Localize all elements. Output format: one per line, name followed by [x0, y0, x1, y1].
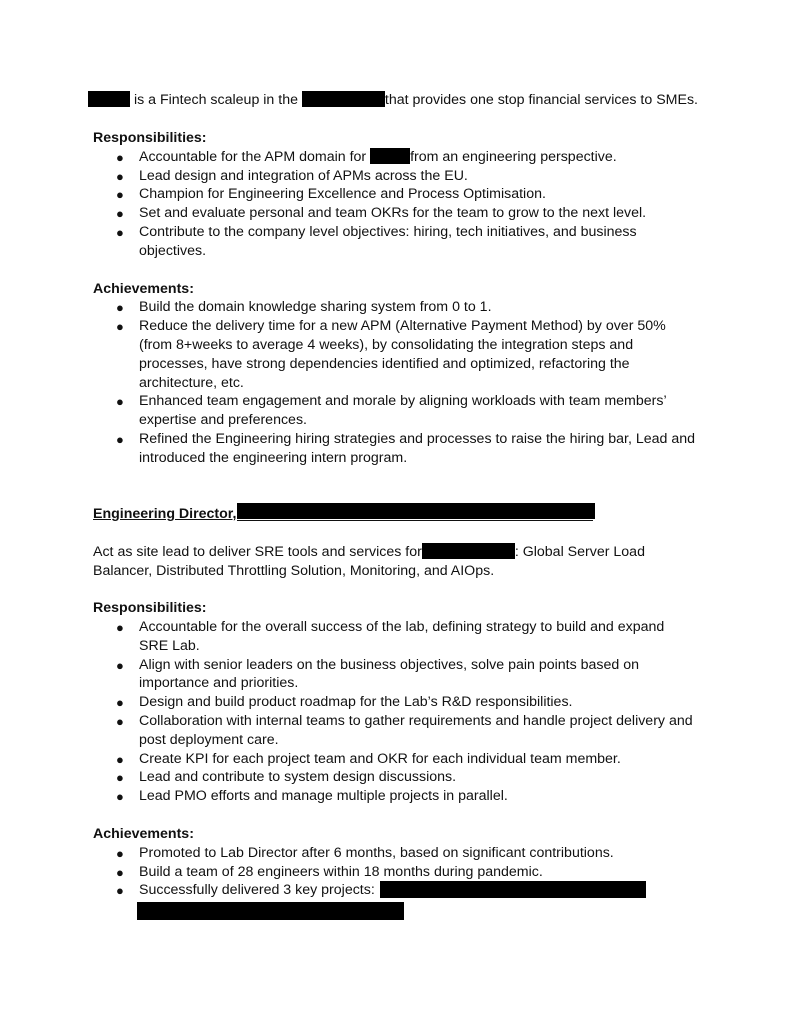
- achievement-item: Refined the Engineering hiring strategies and processes to raise the hiring bar, Lead and: [139, 431, 696, 447]
- responsibility-item: Collaboration with internal teams to gather requirements and handle project delivery and: [139, 713, 693, 729]
- redacted-block: [88, 91, 130, 107]
- bullet: ●: [116, 789, 124, 804]
- bullet: ●: [116, 883, 124, 898]
- bullet: ●: [116, 432, 124, 447]
- bullet: ●: [116, 752, 124, 767]
- bullet: ●: [116, 770, 124, 785]
- responsibility-item: Design and build product roadmap for the Lab’s R&D responsibilities.: [139, 694, 573, 710]
- responsibility-item: Contribute to the company level objectives: hiring, tech initiatives, and business: [139, 224, 637, 240]
- achievements-heading: Achievements:: [93, 826, 194, 842]
- bullet: ●: [116, 300, 124, 315]
- redacted-block: [422, 543, 515, 559]
- responsibility-item: Champion for Engineering Excellence and Process Optimisation.: [139, 186, 546, 202]
- heading-underline: [237, 520, 593, 521]
- bullet: ●: [116, 394, 124, 409]
- achievement-item-continued: processes, have strong dependencies identified and optimized, refactoring the: [139, 356, 630, 372]
- responsibilities-heading: Responsibilities:: [93, 600, 207, 616]
- bullet: ●: [116, 187, 124, 202]
- responsibility-item: Align with senior leaders on the business objectives, solve pain points based on: [139, 657, 640, 673]
- bullet: ●: [116, 714, 124, 729]
- job-title: Engineering Director,: [93, 506, 237, 522]
- achievement-item-continued: expertise and preferences.: [139, 412, 307, 428]
- responsibility-item: Accountable for the overall success of the lab, defining strategy to build and expand: [139, 619, 665, 635]
- bullet: ●: [116, 169, 124, 184]
- responsibility-item: Lead and contribute to system design discussions.: [139, 769, 457, 785]
- achievement-item: Build a team of 28 engineers within 18 months during pandemic.: [139, 864, 543, 880]
- redacted-block: [302, 91, 385, 107]
- achievement-item: Enhanced team engagement and morale by aligning workloads with team members’: [139, 393, 667, 409]
- bullet: ●: [116, 620, 124, 635]
- bullet: ●: [116, 865, 124, 880]
- redacted-block: [137, 902, 404, 920]
- responsibility-item: Create KPI for each project team and OKR for each individual team member.: [139, 751, 621, 767]
- bullet: ●: [116, 206, 124, 221]
- responsibility-item-continued: SRE Lab.: [139, 638, 200, 654]
- bullet: ●: [116, 225, 124, 240]
- achievement-item-continued: (from 8+weeks to average 4 weeks), by consolidating the integration steps and: [139, 337, 634, 353]
- summary-text: Act as site lead to deliver SRE tools and services for: [93, 544, 422, 560]
- responsibility-item: Set and evaluate personal and team OKRs for the team to grow to the next level.: [139, 205, 647, 221]
- bullet: ●: [116, 319, 124, 334]
- achievement-item-continued: introduced the engineering intern program.: [139, 450, 408, 466]
- intro-line: [88, 91, 698, 110]
- summary-text: : Global Server Load: [514, 544, 645, 560]
- achievement-item: Promoted to Lab Director after 6 months, based on significant contributions.: [139, 845, 614, 861]
- responsibility-item: Lead PMO efforts and manage multiple projects in parallel.: [139, 788, 508, 804]
- job-title-heading: [93, 505, 236, 524]
- responsibility-item: Lead design and integration of APMs across the EU.: [139, 168, 468, 184]
- achievement-item: Build the domain knowledge sharing system from 0 to 1.: [139, 299, 492, 315]
- redacted-block: [370, 148, 410, 164]
- bullet: ●: [116, 658, 124, 673]
- bullet: ●: [116, 150, 124, 165]
- achievements-heading: Achievements:: [93, 281, 194, 297]
- achievement-item: Reduce the delivery time for a new APM (Alternative Payment Method) by over 50%: [139, 318, 666, 334]
- responsibility-item-continued: objectives.: [139, 243, 207, 259]
- responsibility-item-continued: post deployment care.: [139, 732, 279, 748]
- bullet: ●: [116, 695, 124, 710]
- bullet: ●: [116, 846, 124, 861]
- summary-line: [93, 543, 645, 562]
- responsibility-item: [139, 148, 617, 167]
- responsibility-text: from an engineering perspective.: [410, 149, 617, 165]
- summary-line: Balancer, Distributed Throttling Solution, Monitoring, and AIOps.: [93, 563, 495, 579]
- intro-text-2: that provides one stop financial services to SMEs.: [384, 92, 698, 108]
- responsibility-item-continued: importance and priorities.: [139, 675, 299, 691]
- redacted-block: [380, 881, 646, 898]
- achievement-item-continued: architecture, etc.: [139, 375, 244, 391]
- responsibilities-heading: Responsibilities:: [93, 130, 207, 146]
- achievement-item: Successfully delivered 3 key projects:: [139, 882, 375, 898]
- intro-text-1: is a Fintech scaleup in the: [130, 92, 302, 108]
- redacted-block: [237, 503, 595, 519]
- responsibility-text: Accountable for the APM domain for: [139, 149, 371, 165]
